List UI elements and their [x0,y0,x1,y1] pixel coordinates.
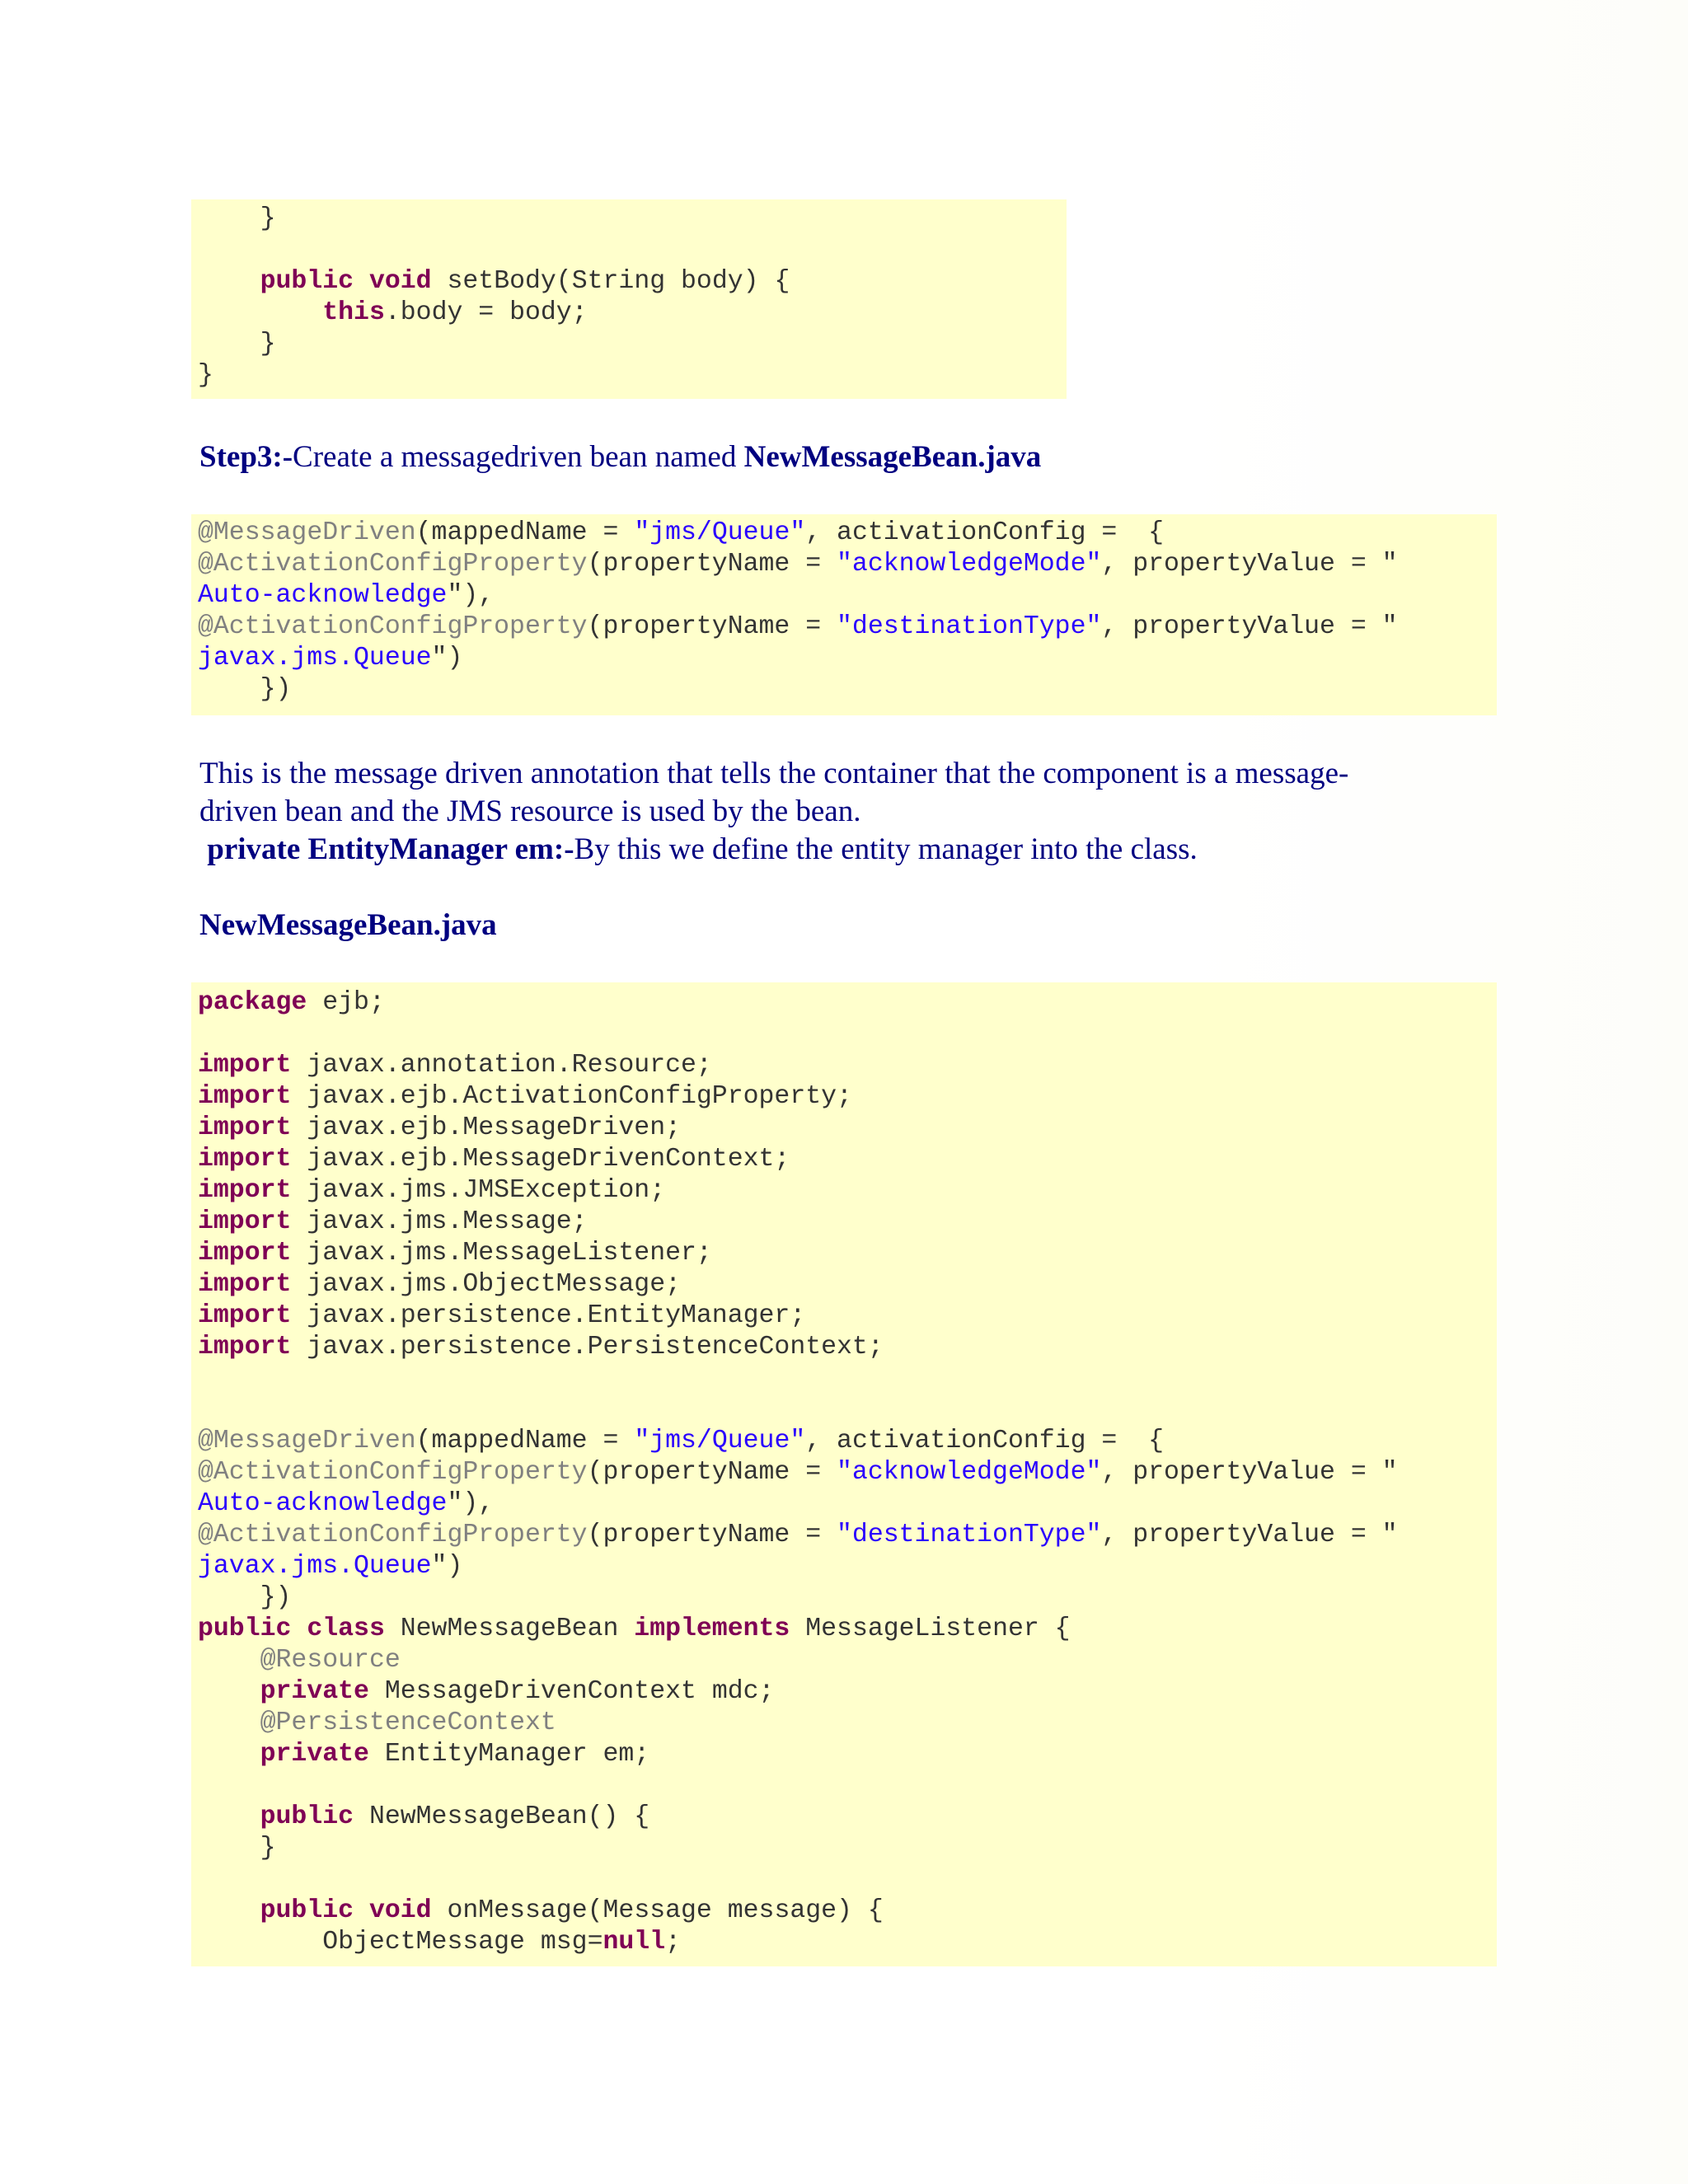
code-token: } [198,361,213,390]
code-token-kw: import [198,1113,292,1142]
explanation-paragraph [199,755,1348,869]
step3-filename: NewMessageBean.java [743,440,1042,474]
code-token-kw: import [198,1333,292,1361]
code-block-annotation [191,514,1497,715]
code-token-kw: null [603,1928,666,1957]
code-token: , activationConfig = { [805,518,1165,547]
code-token-kw: public [260,1896,354,1925]
explanation-line-1: This is the message driven annotation that tells the container that the component is a message- [199,757,1349,790]
code-token-str: javax.jms.Queue [198,1552,432,1581]
code-line [198,298,1067,329]
code-token [198,1677,260,1706]
code-token-str: "destinationType" [837,1521,1102,1549]
code-line [198,1864,1497,1896]
code-line [198,1520,1497,1551]
code-token-str: "destinationType" [837,612,1102,641]
code-token: "), [447,1489,495,1518]
code-token-kw: void [368,267,432,296]
code-token: (propertyName = [587,612,837,641]
code-token-ann: @ActivationConfigProperty [198,550,588,579]
code-token: ") [431,1552,463,1581]
code-line [198,1175,1497,1207]
code-token-ann: @PersistenceContext [260,1708,556,1737]
code-line [198,1207,1497,1238]
code-line [198,1113,1497,1144]
entity-manager-text: By this we define the entity manager into the class. [574,832,1198,866]
code-token: javax.ejb.ActivationConfigProperty; [291,1082,852,1111]
code-token: (mappedName = [415,518,635,547]
code-line [198,1332,1497,1363]
code-line [198,1770,1497,1802]
code-token-ann: @ActivationConfigProperty [198,1458,588,1487]
step3-text: Create a messagedriven bean named [293,440,744,474]
entity-manager-label: private EntityManager em:- [199,832,574,866]
step3-label: Step3:- [199,440,293,474]
code-line [198,1363,1497,1394]
code-line [198,1488,1497,1520]
code-token [198,1740,260,1769]
code-token: javax.annotation.Resource; [291,1051,712,1080]
code-token-kw: private [260,1677,369,1706]
code-block-setbody [191,199,1067,399]
code-token-kw: implements [634,1615,790,1643]
code-token-str: "acknowledgeMode" [837,550,1102,579]
code-token [354,267,369,296]
code-token-kw: void [368,1896,432,1925]
code-token-ann: @MessageDriven [198,518,416,547]
code-token: EntityManager em; [368,1740,650,1769]
code-line [198,674,1497,705]
code-token-str: "jms/Queue" [634,1427,806,1455]
code-line [198,1394,1497,1426]
code-line [198,580,1497,612]
code-token-kw: import [198,1051,292,1080]
code-line [198,1896,1497,1927]
code-token: (propertyName = [587,1521,837,1549]
code-token-kw: class [307,1615,385,1643]
code-token: } [198,330,276,359]
code-token [198,1802,260,1831]
code-line [198,1301,1497,1332]
code-line [198,1582,1497,1614]
code-token-ann: @ActivationConfigProperty [198,612,588,641]
code-line [198,1050,1497,1081]
code-token [198,1708,260,1737]
section-heading [199,907,497,944]
code-line [198,612,1497,643]
code-token-kw: public [198,1615,292,1643]
code-line [198,1833,1497,1864]
code-token [291,1615,307,1643]
code-token-str: Auto-acknowledge [198,581,448,610]
code-token: .body = body; [384,298,588,327]
code-token-ann: @MessageDriven [198,1427,416,1455]
code-line [198,1708,1497,1739]
code-line [198,1269,1497,1301]
code-line [198,1614,1497,1645]
code-token: javax.ejb.MessageDrivenContext; [291,1145,790,1174]
code-token-kw: import [198,1270,292,1299]
code-token: }) [198,675,292,704]
code-token: NewMessageBean() { [354,1802,650,1831]
step3-heading [199,438,1041,476]
code-token-str: javax.jms.Queue [198,644,432,673]
code-token-ann: @ActivationConfigProperty [198,1521,588,1549]
code-line [198,1238,1497,1269]
code-line [198,1426,1497,1457]
code-line [198,549,1497,580]
code-token: javax.jms.MessageListener; [291,1239,712,1268]
code-line [198,1019,1497,1050]
code-token: ; [665,1928,682,1957]
code-line [198,1645,1497,1676]
code-token: (mappedName = [415,1427,635,1455]
code-token: onMessage(Message message) { [431,1896,884,1925]
explanation-line-2: driven bean and the JMS resource is used by the bean. [199,794,861,828]
code-token: }) [198,1583,292,1612]
code-token [354,1896,369,1925]
code-line [198,1802,1497,1833]
code-token: MessageListener { [790,1615,1071,1643]
code-line [198,1676,1497,1708]
code-token-kw: this [322,298,385,327]
code-token: , propertyValue = " [1101,1521,1398,1549]
code-token: NewMessageBean [384,1615,635,1643]
code-line [198,1144,1497,1175]
code-token: javax.persistence.PersistenceContext; [291,1333,884,1361]
code-line [198,266,1067,298]
code-token-kw: public [260,1802,354,1831]
code-token-kw: import [198,1176,292,1205]
code-line [198,1927,1497,1958]
code-token: } [198,204,276,233]
explanation-line-3 [199,831,1348,869]
code-token-kw: package [198,988,307,1017]
code-token: , propertyValue = " [1101,550,1398,579]
code-token: javax.persistence.EntityManager; [291,1301,806,1330]
code-token: javax.jms.Message; [291,1207,588,1236]
code-token: setBody(String body) { [431,267,790,296]
code-line [198,1457,1497,1488]
code-line [198,1081,1497,1113]
code-token: MessageDrivenContext mdc; [368,1677,775,1706]
code-token [198,1896,260,1925]
code-token: javax.ejb.MessageDriven; [291,1113,681,1142]
code-token: (propertyName = [587,550,837,579]
code-token-kw: import [198,1145,292,1174]
code-line [198,329,1067,360]
code-token [198,1646,260,1675]
code-token-kw: private [260,1740,369,1769]
code-token-kw: public [260,267,354,296]
code-token [198,267,260,296]
code-token: } [198,1834,276,1863]
code-block-newmessagebean [191,982,1497,1966]
code-line [198,360,1067,391]
code-token [198,298,322,327]
code-token: ejb; [307,988,385,1017]
code-token-kw: import [198,1301,292,1330]
code-token-kw: import [198,1207,292,1236]
code-token-str: Auto-acknowledge [198,1489,448,1518]
code-token: javax.jms.ObjectMessage; [291,1270,681,1299]
code-line [198,987,1497,1019]
code-token-kw: import [198,1239,292,1268]
code-token: "), [447,581,495,610]
code-token: ") [431,644,463,673]
code-line [198,518,1497,549]
code-line [198,204,1067,235]
code-token: , activationConfig = { [805,1427,1165,1455]
code-token-str: "acknowledgeMode" [837,1458,1102,1487]
code-line [198,643,1497,674]
code-line [198,1551,1497,1582]
code-token: javax.jms.JMSException; [291,1176,666,1205]
code-token: , propertyValue = " [1101,1458,1398,1487]
code-token-str: "jms/Queue" [634,518,806,547]
code-token-kw: import [198,1082,292,1111]
code-token: (propertyName = [587,1458,837,1487]
code-token: ObjectMessage msg= [198,1928,603,1957]
code-token: , propertyValue = " [1101,612,1398,641]
code-token-ann: @Resource [260,1646,401,1675]
code-line [198,235,1067,266]
code-line [198,1739,1497,1770]
section-heading-text: NewMessageBean.java [199,908,497,942]
